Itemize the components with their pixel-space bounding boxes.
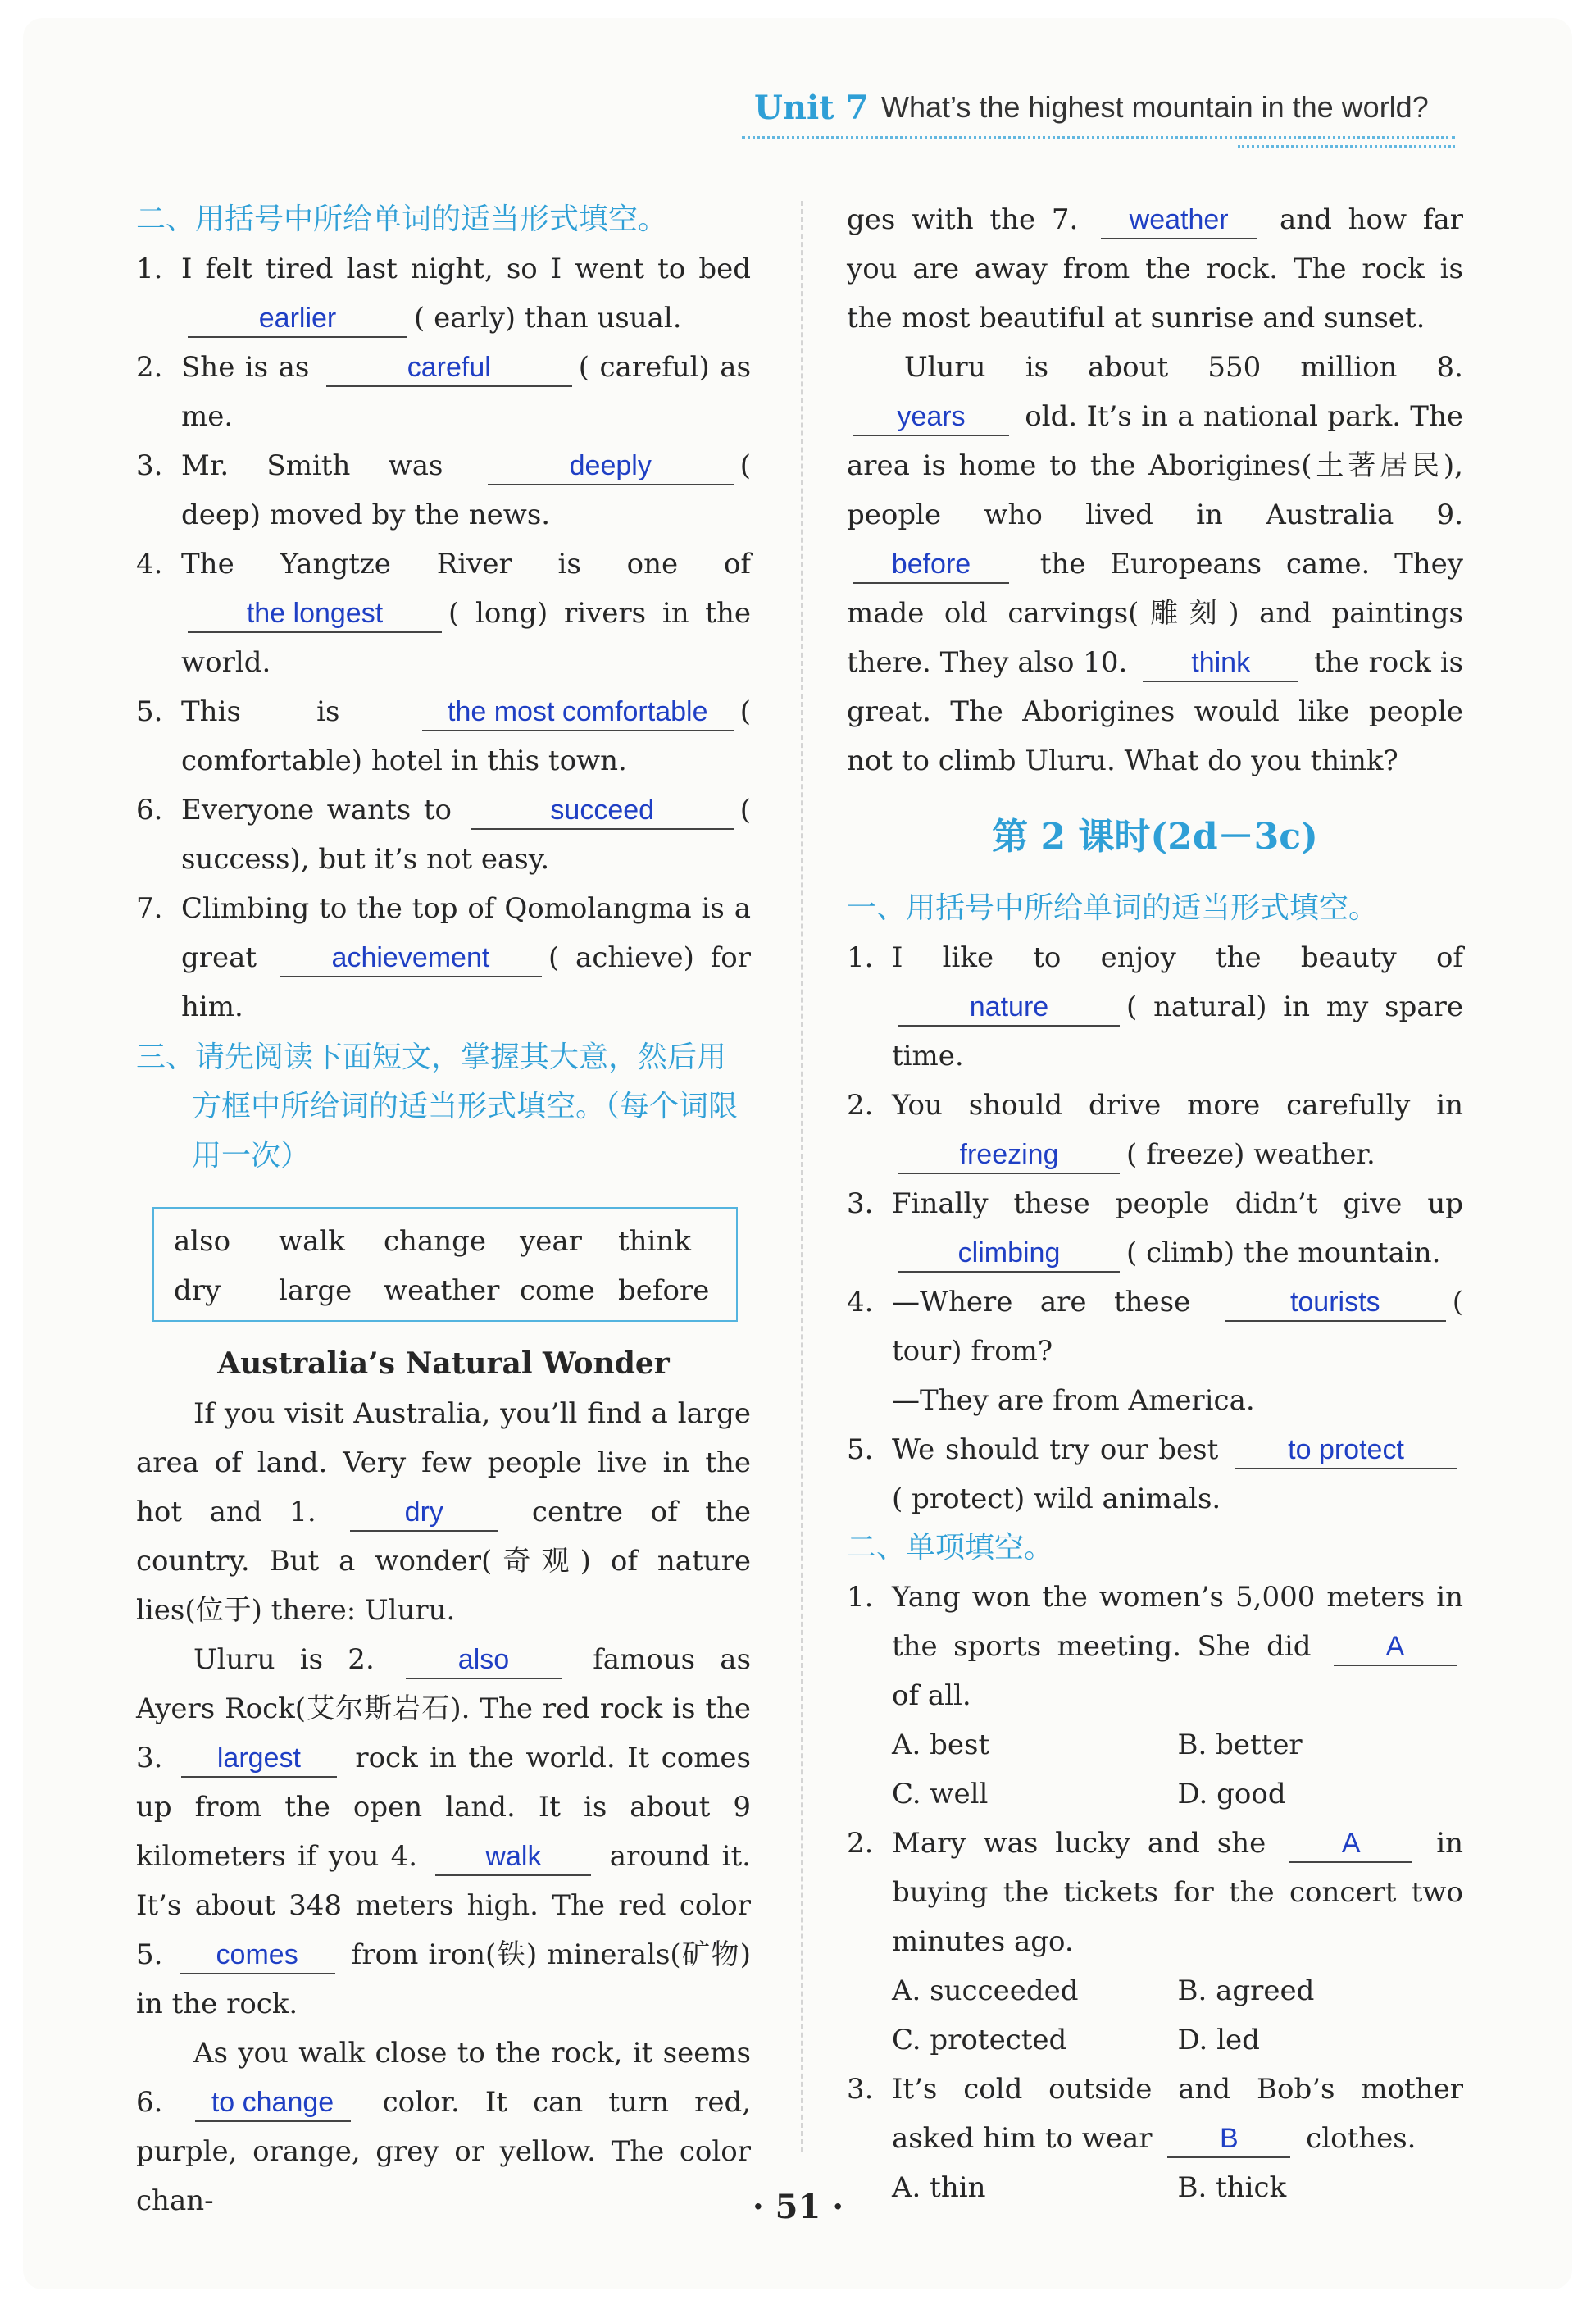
- left-column: [136, 195, 751, 2225]
- passage-paragraph: [136, 1389, 751, 1635]
- item-text: Finally these people didn’t give up: [892, 1187, 1463, 1220]
- item-text: of all.: [892, 1679, 971, 1712]
- option-c[interactable]: C. protected: [892, 2024, 1067, 2056]
- passage-text: famous as Ayers Rock(艾尔斯岩石). The red rock is the 3.: [136, 1643, 752, 1774]
- passage-text: and how far you are away from the rock. The rock is the most beautiful at sunrise and sunset.: [847, 203, 1464, 335]
- exercise-item: [847, 933, 1463, 1081]
- item-text: in buying the tickets for the concert two minutes ago.: [892, 1827, 1464, 1958]
- passage-text: rock in the world. It comes up from the open land. It is about 9 kilometers if you 4.: [136, 1742, 751, 1873]
- choice-question: [847, 2065, 1463, 2163]
- item-number: 3.: [847, 1187, 874, 1220]
- options-row: [847, 2015, 1463, 2065]
- item-text: Mary was lucky and she: [892, 1827, 1266, 1860]
- answer-blank[interactable]: to change: [195, 2084, 351, 2122]
- answer-blank[interactable]: A: [1289, 1825, 1412, 1863]
- answer-blank[interactable]: achievement: [280, 940, 542, 977]
- item-number: 6.: [136, 794, 163, 827]
- item-number: 4.: [847, 1286, 874, 1318]
- word: year: [520, 1225, 582, 1258]
- word: also: [174, 1225, 231, 1258]
- item-text: She is as: [181, 351, 310, 384]
- word: walk: [279, 1225, 345, 1258]
- option-c[interactable]: C. well: [892, 1778, 989, 1810]
- exercise-item: [136, 687, 751, 786]
- item-text: Mr. Smith was: [181, 449, 443, 482]
- item-text: ( careful) as me.: [181, 351, 752, 433]
- item-number: 7.: [136, 892, 163, 925]
- right-column: [847, 195, 1463, 2212]
- options-row: [847, 1769, 1463, 1819]
- item-number: 3.: [847, 2073, 874, 2106]
- answer-blank[interactable]: weather: [1101, 202, 1257, 239]
- section-title: 二、单项填空。: [847, 1531, 1054, 1564]
- answer-blank[interactable]: B: [1167, 2120, 1290, 2158]
- item-text: ( tour) from?: [892, 1286, 1463, 1368]
- word-row: [174, 1266, 736, 1315]
- choice-question: [847, 1819, 1463, 1966]
- item-text: ( freeze) weather.: [1126, 1138, 1375, 1171]
- item-text: —Where are these: [892, 1286, 1191, 1318]
- item-text: ( climb) the mountain.: [1126, 1236, 1441, 1269]
- option-d[interactable]: D. good: [1177, 1778, 1286, 1810]
- passage-text: ges with the 7.: [847, 203, 1079, 236]
- word: before: [618, 1274, 710, 1307]
- passage-text: Uluru is 2.: [193, 1643, 375, 1676]
- passage-text: centre of the country. But a wonder(奇观) of nature lies(位于) there: Uluru.: [136, 1496, 751, 1627]
- answer-blank[interactable]: before: [853, 546, 1009, 584]
- answer-blank[interactable]: freezing: [898, 1136, 1120, 1174]
- passage-text: the rock is great. The Aborigines would like people not to climb Uluru. What do you think?: [847, 646, 1464, 777]
- item-text: clothes.: [1306, 2122, 1416, 2155]
- answer-blank[interactable]: the most comfortable: [422, 694, 734, 731]
- answer-blank[interactable]: also: [406, 1642, 562, 1679]
- item-text: ( long) rivers in the world.: [181, 597, 751, 679]
- answer-blank[interactable]: succeed: [471, 792, 734, 830]
- item-text: ( protect) wild animals.: [892, 1482, 1221, 1515]
- option-d[interactable]: D. led: [1177, 2024, 1260, 2056]
- item-text: We should try our best: [892, 1433, 1219, 1466]
- options-row: [847, 1966, 1463, 2015]
- item-number: 5.: [847, 1433, 874, 1466]
- item-number: 1.: [847, 1581, 874, 1614]
- passage-text: around it. It’s about 348 meters high. The red color 5.: [136, 1840, 751, 1971]
- passage-text: Uluru is about 550 million 8.: [904, 351, 1463, 384]
- option-b[interactable]: B. better: [1177, 1728, 1303, 1761]
- word: dry: [174, 1274, 221, 1307]
- passage-paragraph: [136, 1635, 751, 2029]
- choice-question: [847, 1573, 1463, 1720]
- item-text: Yang won the women’s 5,000 meters in the sports meeting. She did: [892, 1581, 1463, 1663]
- section-title: 二、用括号中所给单词的适当形式填空。: [136, 203, 668, 236]
- answer-blank[interactable]: think: [1143, 644, 1298, 682]
- item-text: This is: [181, 695, 340, 728]
- item-text: Climbing to the top of Qomolangma is a great: [181, 892, 751, 974]
- unit-title: What’s the highest mountain in the world?: [881, 90, 1429, 124]
- passage-text: As you walk close to the rock, it seems 6.: [136, 2037, 751, 2119]
- passage-text: from iron(铁) minerals(矿物) in the rock.: [136, 1938, 751, 2020]
- passage-text: color. It can turn red, purple, orange, grey or yellow. The color chan-: [136, 2086, 752, 2217]
- item-text: ( early) than usual.: [414, 302, 682, 335]
- exercise-item: [136, 244, 751, 343]
- item-number: 2.: [136, 351, 163, 384]
- exercise-item: [136, 441, 751, 540]
- unit-label: Unit 7: [754, 89, 869, 127]
- word: large: [279, 1274, 352, 1307]
- exercise-item: [847, 1179, 1463, 1277]
- item-text: The Yangtze River is one of: [181, 548, 751, 581]
- option-a[interactable]: A. best: [892, 1728, 990, 1761]
- item-number: 5.: [136, 695, 163, 728]
- answer-blank[interactable]: nature: [898, 989, 1120, 1027]
- item-number: 3.: [136, 449, 163, 482]
- item-text: Everyone wants to: [181, 794, 452, 827]
- passage-text: old. It’s in a national park. The area is home to the Aborigines(土著居民), people who lived in Australia 9.: [847, 400, 1463, 531]
- section-title: 一、用括号中所给单词的适当形式填空。: [847, 891, 1379, 925]
- option-a[interactable]: A. thin: [892, 2171, 986, 2204]
- exercise-item: [847, 1277, 1463, 1425]
- item-text: —They are from America.: [892, 1384, 1255, 1417]
- item-number: 2.: [847, 1827, 874, 1860]
- lesson-title: 第 2 课时(2d－3c): [992, 816, 1318, 858]
- answer-blank[interactable]: walk: [435, 1838, 591, 1876]
- item-text: ( achieve) for him.: [181, 941, 751, 1023]
- word-box: [152, 1207, 738, 1322]
- item-text: I like to enjoy the beauty of: [892, 941, 1463, 974]
- answer-blank[interactable]: earlier: [188, 300, 407, 338]
- word: weather: [384, 1274, 500, 1307]
- item-text: ( success), but it’s not easy.: [181, 794, 752, 876]
- answer-blank[interactable]: largest: [181, 1740, 337, 1778]
- exercise-item: [136, 884, 751, 1032]
- item-text: ( comfortable) hotel in this town.: [181, 695, 752, 777]
- column-divider: [801, 201, 803, 2152]
- answer-blank[interactable]: deeply: [488, 448, 734, 485]
- item-text: It’s cold outside and Bob’s mother asked him to wear: [892, 2073, 1463, 2155]
- item-text: I felt tired last night, so I went to bed: [181, 253, 751, 285]
- item-number: 1.: [847, 941, 874, 974]
- option-b[interactable]: B. thick: [1177, 2171, 1287, 2204]
- section-title: 三、请先阅读下面短文，掌握其大意，然后用方框中所给词的适当形式填空。（每个词限用一次）: [136, 1041, 739, 1173]
- item-number: 1.: [136, 253, 163, 285]
- item-text: ( natural) in my spare time.: [892, 991, 1463, 1073]
- item-text: You should drive more carefully in: [892, 1089, 1463, 1122]
- answer-blank[interactable]: years: [853, 398, 1009, 436]
- passage-paragraph: [847, 195, 1463, 343]
- exercise-item: [136, 540, 751, 687]
- options-row: [847, 1720, 1463, 1769]
- option-a[interactable]: A. succeeded: [892, 1974, 1079, 2007]
- item-text: ( deep) moved by the news.: [181, 449, 752, 531]
- option-b[interactable]: B. agreed: [1177, 1974, 1315, 2007]
- header-rule-short: [1238, 145, 1455, 148]
- header-rule: [742, 136, 1455, 139]
- answer-blank[interactable]: A: [1334, 1628, 1457, 1666]
- answer-blank[interactable]: comes: [180, 1937, 335, 1974]
- answer-blank[interactable]: the longest: [188, 595, 442, 633]
- answer-blank[interactable]: climbing: [898, 1235, 1120, 1273]
- answer-blank[interactable]: to protect: [1235, 1432, 1457, 1469]
- exercise-item: [136, 343, 751, 441]
- passage-paragraph: [847, 343, 1463, 786]
- page-number: · 51 ·: [752, 2188, 844, 2226]
- passage-title: Australia’s Natural Wonder: [217, 1346, 670, 1381]
- exercise-item: [136, 786, 751, 884]
- answer-blank[interactable]: careful: [326, 349, 572, 387]
- passage-text: the Europeans came. They made old carvings(雕刻) and paintings there. They also 10.: [847, 548, 1463, 679]
- item-number: 4.: [136, 548, 163, 581]
- exercise-item: [847, 1081, 1463, 1179]
- word: come: [520, 1274, 595, 1307]
- word-row: [174, 1217, 736, 1266]
- answer-blank[interactable]: dry: [350, 1494, 498, 1532]
- word: change: [384, 1225, 486, 1258]
- item-number: 2.: [847, 1089, 874, 1122]
- word: think: [618, 1225, 691, 1258]
- exercise-item: [847, 1425, 1463, 1523]
- passage-text: If you visit Australia, you’ll find a large area of land. Very few people live in the hot and 1.: [136, 1397, 751, 1528]
- answer-blank[interactable]: tourists: [1225, 1284, 1446, 1322]
